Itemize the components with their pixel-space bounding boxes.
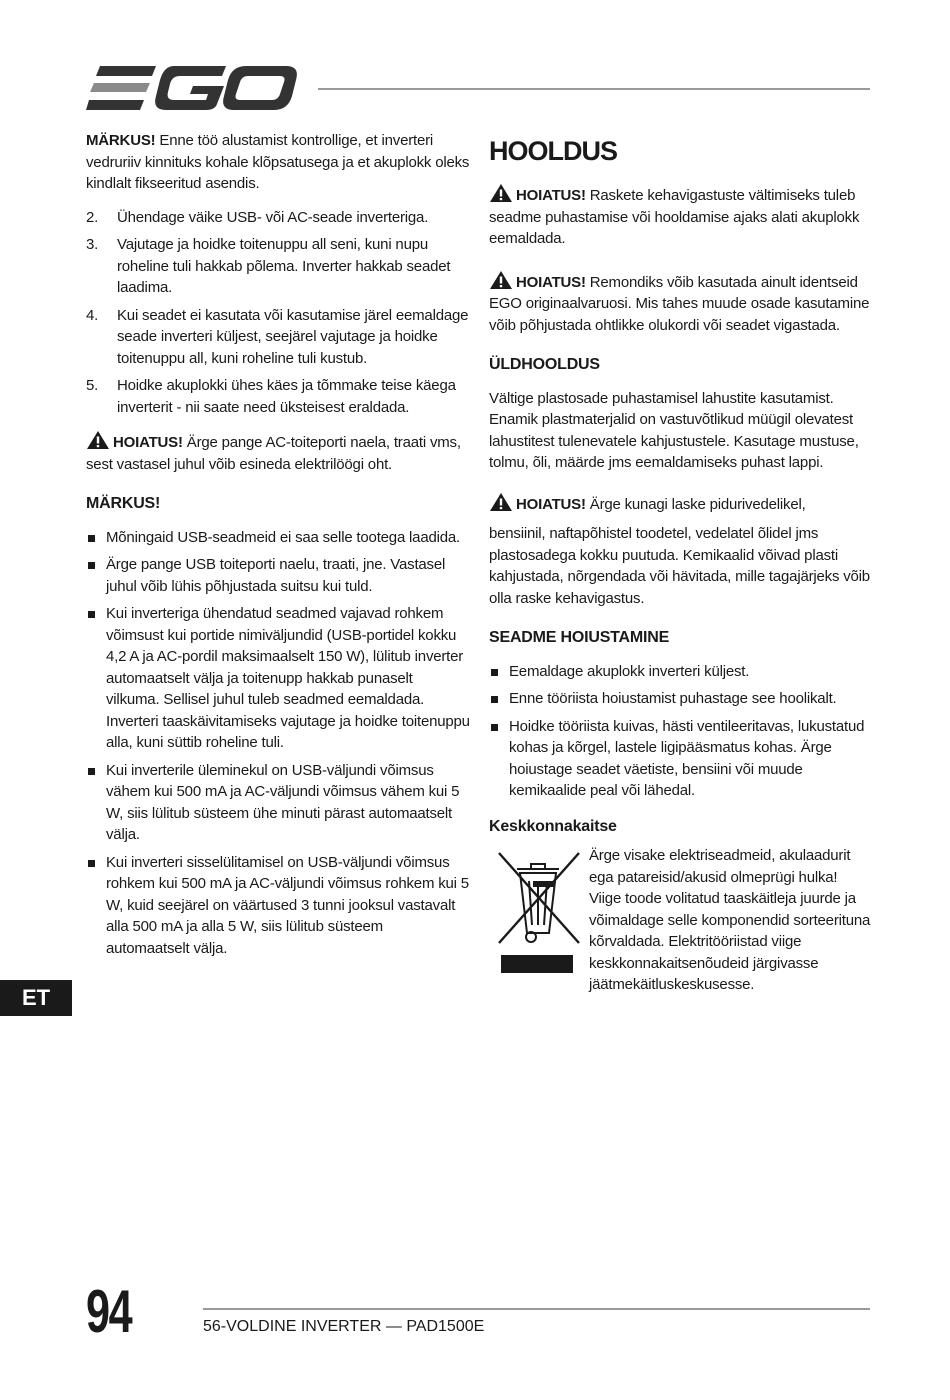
warning-icon — [489, 492, 513, 512]
left-column — [86, 130, 470, 969]
bullet-text: Hoidke tööriista kuivas, hästi ventileeritavas, lukustatud kohas ja kõrgel, lastele ligipääsmatus kohas. Ärge hoiustage seadet väetiste, bensiini või muude kemikaalide peal või lähedal. — [509, 717, 865, 799]
list-item — [489, 661, 873, 683]
warning-text: Raskete kehavigastuste vältimiseks tuleb seadme puhastamise või hooldamise ajaks alati akuplokk eemaldada. — [489, 187, 860, 247]
storage-bullets — [489, 661, 873, 802]
step-text: Hoidke akuplokki ühes käes ja tõmmake teise käega inverterit - nii saate need üksteisest eraldada. — [117, 377, 456, 416]
footer-title: 56-VOLDINE INVERTER — PAD1500E — [203, 1318, 485, 1335]
list-item — [86, 375, 470, 418]
list-item — [86, 207, 470, 229]
general-text: Vältige plastosade puhastamisel lahustite kasutamist. Enamik plastmaterjalid on vastuvõtlikud müügil olevatest lahustitest tulenevatele kahjustustele. Kasutage mustuse, tolmu, õli, määrde jms eemaldamiseks puhast lappi. — [489, 389, 859, 471]
page-number: 94 — [86, 1278, 132, 1345]
list-item — [86, 527, 470, 549]
note-text: Enne töö alustamist kontrollige, et inverteri vedruriiv kinnituks kohale klõpsatusega ja et akuplokk oleks kindlalt fikseeritud asendis. — [86, 132, 470, 192]
list-item — [86, 305, 470, 370]
warning-label: HOIATUS! — [516, 187, 586, 204]
bullet-text: Kui inverteri sisselülitamisel on USB-väljundi võimsus rohkem kui 500 mA ja AC-väljundi võimsus rohkem kui 5 W, kuid seejärel on väärtused 3 tunni jooksul vastavalt alla 500 mA ja alla 5 W, siis lülitub süsteem automaatselt välja. — [106, 853, 469, 957]
warning-icon — [489, 270, 513, 290]
warning-paragraph — [86, 430, 470, 475]
warning-continued-text: bensiinil, naftapõhistel toodetel, vedelatel õlidel jms plastosadega kokku puutuda. Kemikaalid võivad plasti kahjustada, nõrgendada või hävitada, mille tagajärjeks võib olla raske kehavigastus. — [489, 525, 870, 607]
warning-label: HOIATUS! — [516, 495, 586, 513]
ego-logo — [86, 64, 298, 112]
warning-text: Remondiks võib kasutada ainult identseid EGO originaalvaruosi. Mis tahes muude osade kasutamine võib põhjustada ohtlikke olukordi või seadet vigastada. — [489, 273, 870, 334]
section-title: HOOLDUS — [489, 136, 617, 166]
step-number: 4. — [86, 306, 99, 324]
list-item — [86, 852, 470, 960]
general-heading: ÜLDHOOLDUS — [489, 356, 600, 373]
list-item — [86, 603, 470, 754]
warning-text: Ärge kunagi laske pidurivedelikel, — [585, 495, 806, 513]
bullet-text: Ärge pange USB toiteporti naelu, traati, jne. Vastasel juhul võib lühis põhjustada suitsu kui tuld. — [106, 556, 446, 595]
weee-bin-icon — [489, 845, 589, 975]
note-heading: MÄRKUS! — [86, 495, 161, 512]
right-column — [489, 130, 873, 996]
language-tab: ET — [0, 980, 72, 1016]
bullet-text: Kui inverterile üleminekul on USB-väljundi võimsus vähem kui 500 mA ja AC-väljundi võimsus vähem kui 5 W, siis lülitub süsteem ühe minuti pärast automaatselt välja. — [106, 761, 460, 843]
list-item — [86, 554, 470, 597]
warning-label: HOIATUS! — [516, 273, 586, 291]
note-label: MÄRKUS! — [86, 132, 156, 149]
warning-paragraph — [489, 492, 873, 516]
warning-icon — [489, 183, 513, 203]
note-bullets — [86, 527, 470, 960]
step-number: 3. — [86, 236, 99, 253]
step-text: Ühendage väike USB- või AC-seade inverteriga. — [117, 208, 429, 226]
storage-heading: SEADME HOIUSTAMINE — [489, 629, 670, 646]
bullet-text: Mõningaid USB-seadmeid ei saa selle tootega laadida. — [106, 528, 460, 546]
list-item — [489, 688, 873, 710]
list-item — [86, 234, 470, 299]
step-number: 2. — [86, 208, 99, 226]
step-number: 5. — [86, 377, 99, 394]
list-item — [86, 760, 470, 846]
bullet-text: Enne tööriista hoiustamist puhastage see hoolikalt. — [509, 690, 837, 707]
environment-block — [489, 845, 873, 996]
warning-icon — [86, 430, 110, 450]
bullet-text: Kui inverteriga ühendatud seadmed vajavad rohkem võimsust kui portide nimiväljundid (USB-portidel kokku 4,2 A ja AC-pordil maksimaalselt 150 W), lülitub inverter automaatselt välja ja toitenupp hakkab punaselt vilkuma. Sellisel juhul tuleb seadmed eemaldada. Inverteri taaskäivitamiseks vajutage ja hoidke toitenuppu alla, kuni süttib roheline tuli. — [106, 605, 470, 751]
environment-heading: Keskkonnakaitse — [489, 817, 617, 835]
list-item — [489, 716, 873, 802]
environment-text: Ärge visake elektriseadmeid, akulaadurit ega patareisid/akusid olmeprügi hulka! Viige toode volitatud taaskäitleja juurde ja võimaldage selle komponendid sorteerituna kõrvaldada. Elektritööriistad viige keskkonnakaitsenõudeid järgivasse jäätmekäitluskeskusesse. — [589, 847, 871, 993]
note-paragraph — [86, 130, 470, 195]
warning-paragraph — [489, 270, 873, 337]
bullet-text: Eemaldage akuplokk inverteri küljest. — [509, 662, 750, 680]
warning-paragraph — [489, 183, 873, 250]
warning-label: HOIATUS! — [113, 434, 183, 451]
footer-rule — [203, 1308, 870, 1310]
header-rule — [318, 88, 870, 90]
step-text: Kui seadet ei kasutata või kasutamise järel eemaldage seade inverteri küljest, seejärel vajutage ja hoidke toitenuppu all, kuni roheline tuli kustub. — [117, 306, 469, 367]
warning-text: Ärge pange AC-toiteporti naela, traati vms, sest vastasel juhul võib esineda elektrilöögi oht. — [86, 434, 461, 473]
steps-list — [86, 207, 470, 419]
step-text: Vajutage ja hoidke toitenuppu all seni, kuni nupu roheline tuli hakkab põlema. Inverter hakkab seadet laadima. — [117, 236, 451, 296]
